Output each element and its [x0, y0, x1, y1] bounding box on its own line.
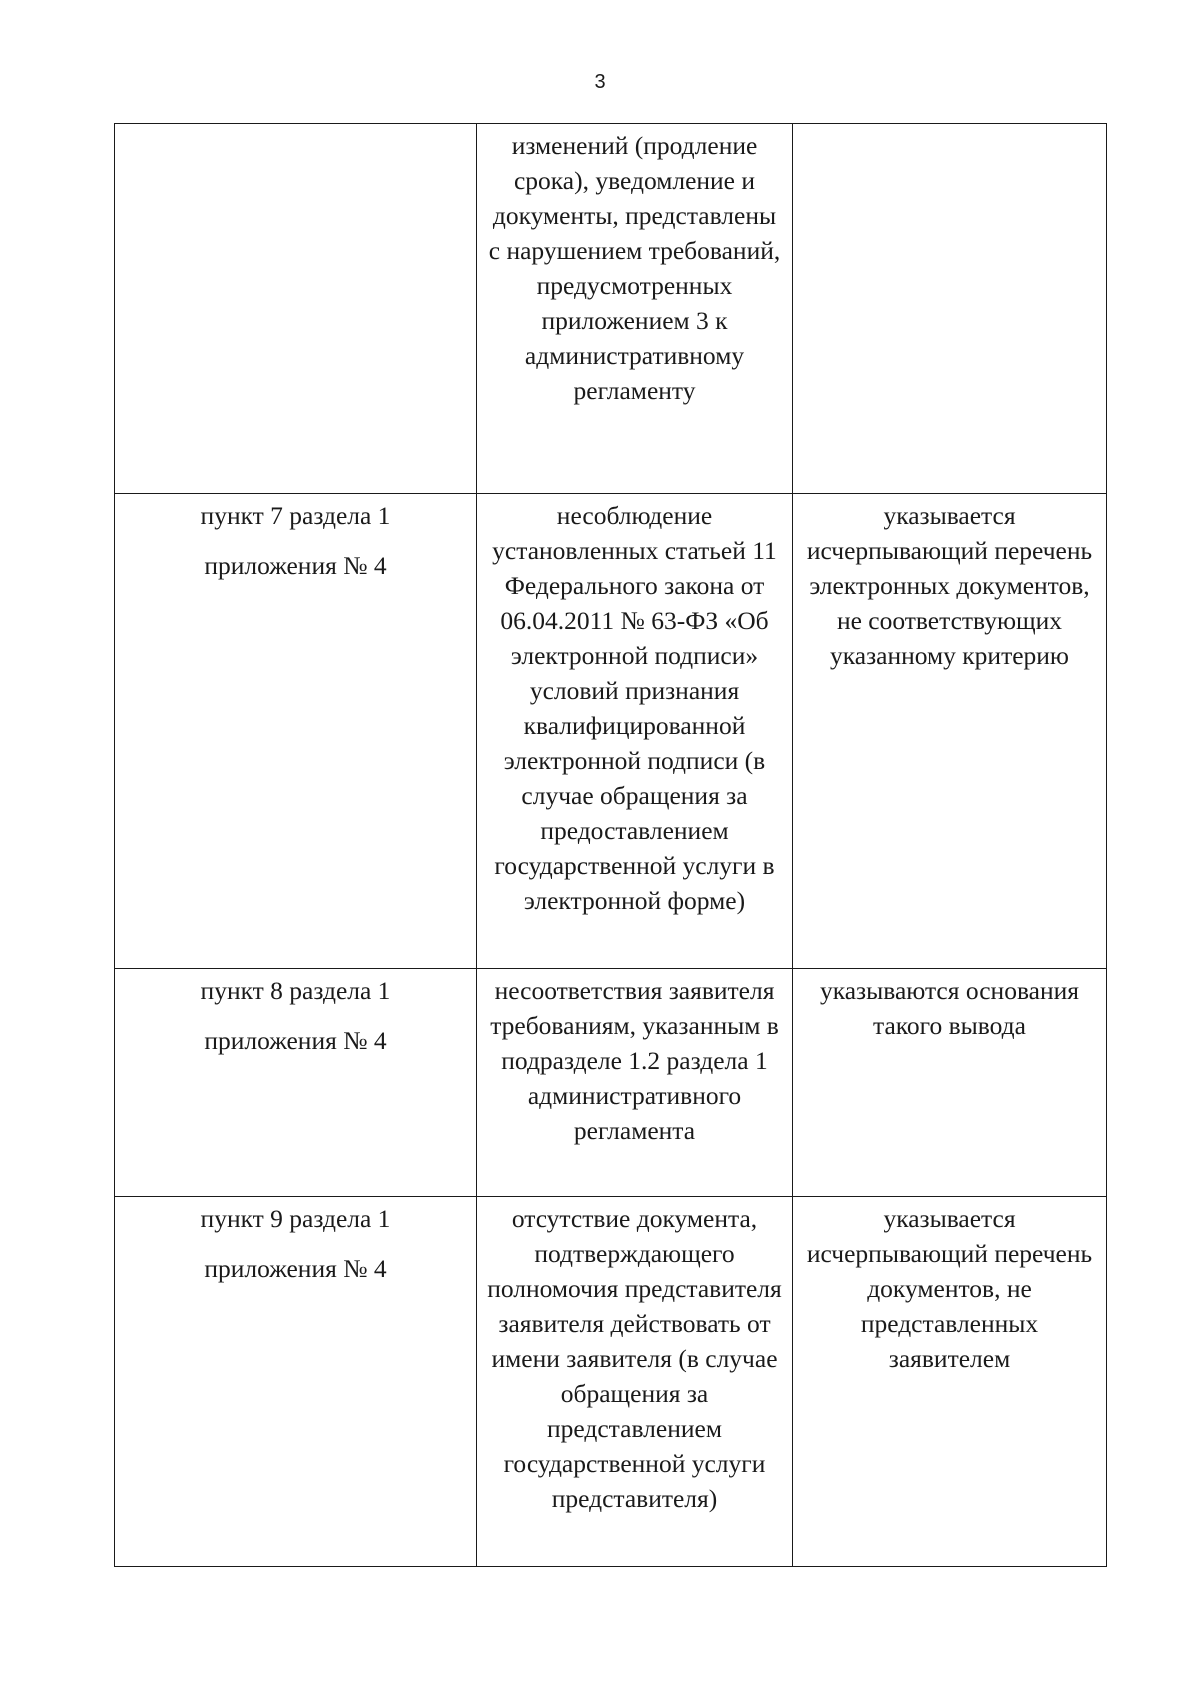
- explanation-cell: [793, 1197, 1107, 1567]
- explanation-text: указывается исчерпывающий перечень электронных документов, не соответствующих указанному критерию: [806, 501, 1093, 670]
- ref-line-item: пункт 7 раздела 1: [200, 501, 391, 530]
- grounds-table: [114, 123, 1107, 1567]
- ref-cell: [115, 494, 477, 969]
- ref-line-item: пункт 9 раздела 1: [200, 1204, 391, 1233]
- explanation-cell: [793, 969, 1107, 1197]
- reason-text: изменений (продление срока), уведомление и документы, представлены с нарушением требований, предусмотренных приложением 3 к административному регламенту: [488, 131, 781, 405]
- table-row: [115, 969, 1107, 1197]
- page-number: 3: [594, 71, 606, 93]
- explanation-text: указывается исчерпывающий перечень документов, не представленных заявителем: [806, 1204, 1093, 1373]
- reason-text: отсутствие документа, подтверждающего полномочия представителя заявителя действовать от имени заявителя (в случае обращения за представлением государственной услуги представителя): [487, 1204, 782, 1513]
- reason-text: несоблюдение установленных статьей 11 Федерального закона от 06.04.2011 № 63-ФЗ «Об электронной подписи» условий признания квалифицированной электронной подписи (в случае обращения за предоставлением государственной услуги в электронной форме): [492, 501, 777, 915]
- ref-line-appendix: приложения № 4: [204, 551, 387, 580]
- reason-cell: [477, 1197, 793, 1567]
- ref-line-appendix: приложения № 4: [204, 1026, 387, 1055]
- explanation-cell: [793, 124, 1107, 494]
- ref-line-item: пункт 8 раздела 1: [200, 976, 391, 1005]
- ref-cell: [115, 124, 477, 494]
- explanation-text: указываются основания такого вывода: [819, 976, 1080, 1040]
- reason-cell: [477, 969, 793, 1197]
- ref-cell: [115, 969, 477, 1197]
- table-row: [115, 494, 1107, 969]
- table-row: [115, 124, 1107, 494]
- reason-cell: [477, 124, 793, 494]
- ref-line-appendix: приложения № 4: [204, 1254, 387, 1283]
- table-row: [115, 1197, 1107, 1567]
- ref-cell: [115, 1197, 477, 1567]
- reason-text: несоответствия заявителя требованиям, указанным в подразделе 1.2 раздела 1 административного регламента: [490, 976, 779, 1145]
- explanation-cell: [793, 494, 1107, 969]
- reason-cell: [477, 494, 793, 969]
